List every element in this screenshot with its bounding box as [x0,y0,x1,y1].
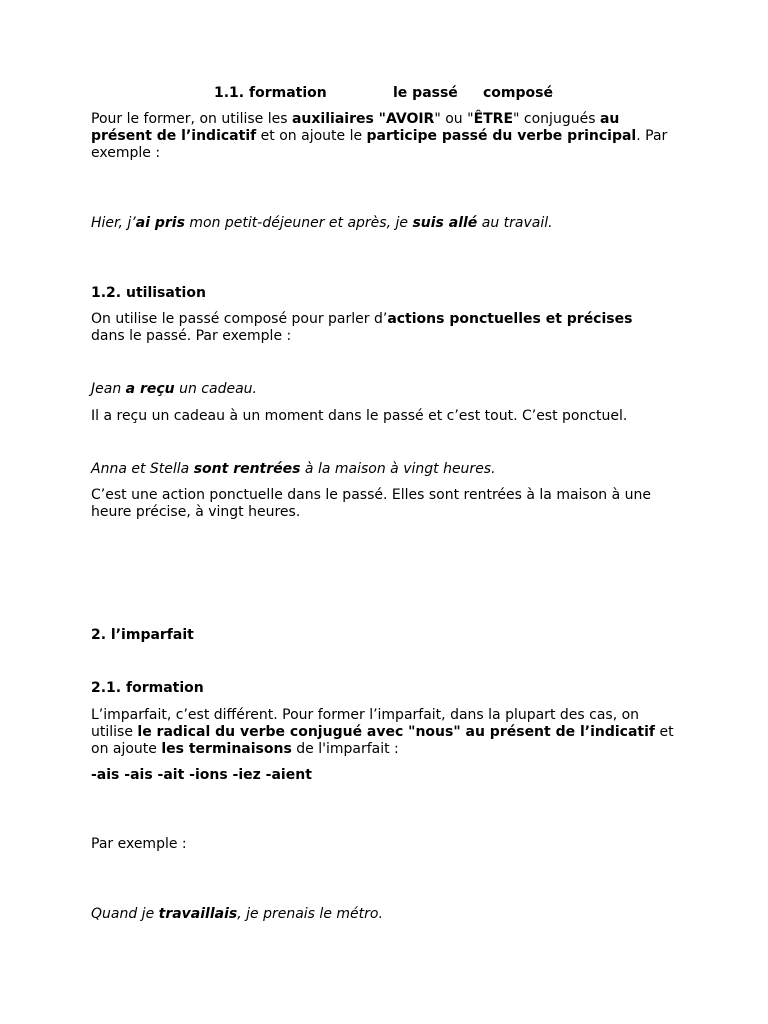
bold-run: les terminaisons [161,741,292,757]
paragraph-ponctuel: Il a reçu un cadeau à un moment dans le passé et c’est tout. C’est ponctuel. [91,408,628,424]
text-run: " ou " [434,111,474,127]
imparfait-endings: -ais -ais -ait -ions -iez -aient [91,767,312,783]
title-part-formation: 1.1. formation [214,85,327,101]
heading-1-2-utilisation: 1.2. utilisation [91,285,206,301]
text-run: et on ajoute [91,724,674,757]
text-run: L’imparfait, c’est différent. Pour former l’imparfait, dans la plupart des cas, on utilise [91,707,640,740]
bold-run: participe passé du verbe principal [366,128,637,144]
example-jean [91,381,691,398]
example-anna-stella [91,461,691,478]
bold-run: ÊTRE [473,111,514,127]
text-run: , je prenais le métro. [237,906,383,922]
text-run: dans le passé. Par exemple : [91,328,292,344]
example-hier [91,215,691,232]
text-run: Jean [91,381,126,397]
bold-run: sont rentrées [193,461,301,477]
text-run: . Par exemple : [91,128,668,161]
paragraph-par-exemple: Par exemple : [91,836,187,852]
bold-run: travaillais [158,906,238,922]
paragraph-formation-passe-compose [91,111,683,162]
text-run: et on ajoute le [256,128,367,144]
text-run: à la maison à vingt heures. [300,461,496,477]
text-run: Pour le former, on utilise les [91,111,292,127]
text-run: mon petit-déjeuner et après, je [184,215,413,231]
bold-run: ai pris [135,215,185,231]
paragraph-formation-imparfait [91,707,675,758]
text-run: " conjugués [513,111,600,127]
text-run: Anna et Stella [91,461,194,477]
example-quand-je [91,906,691,923]
bold-run: au présent de l’indicatif [91,111,620,144]
text-run: un cadeau. [174,381,257,397]
bold-run: actions ponctuelles et précises [387,311,633,327]
text-run: au travail. [477,215,553,231]
bold-run: auxiliaires "AVOIR [291,111,435,127]
title-part-compose: composé [483,85,553,101]
heading-2-1-formation: 2.1. formation [91,680,204,696]
text-run: de l'imparfait : [291,741,399,757]
bold-run: suis allé [412,215,478,231]
text-run: On utilise le passé composé pour parler d’ [91,311,388,327]
heading-2-imparfait: 2. l’imparfait [91,627,194,643]
paragraph-action-ponctuelle: C’est une action ponctuelle dans le passé. Elles sont rentrées à la maison à une heure précise, à vingt heures. [91,487,651,520]
bold-run: a reçu [125,381,175,397]
bold-run: le radical du verbe conjugué avec "nous" au présent de l’indicatif [137,724,656,740]
text-run: Hier, j’ [91,215,136,231]
paragraph-utilisation [91,311,651,345]
title-part-le-passe: le passé [393,85,458,101]
text-run: Quand je [91,906,159,922]
